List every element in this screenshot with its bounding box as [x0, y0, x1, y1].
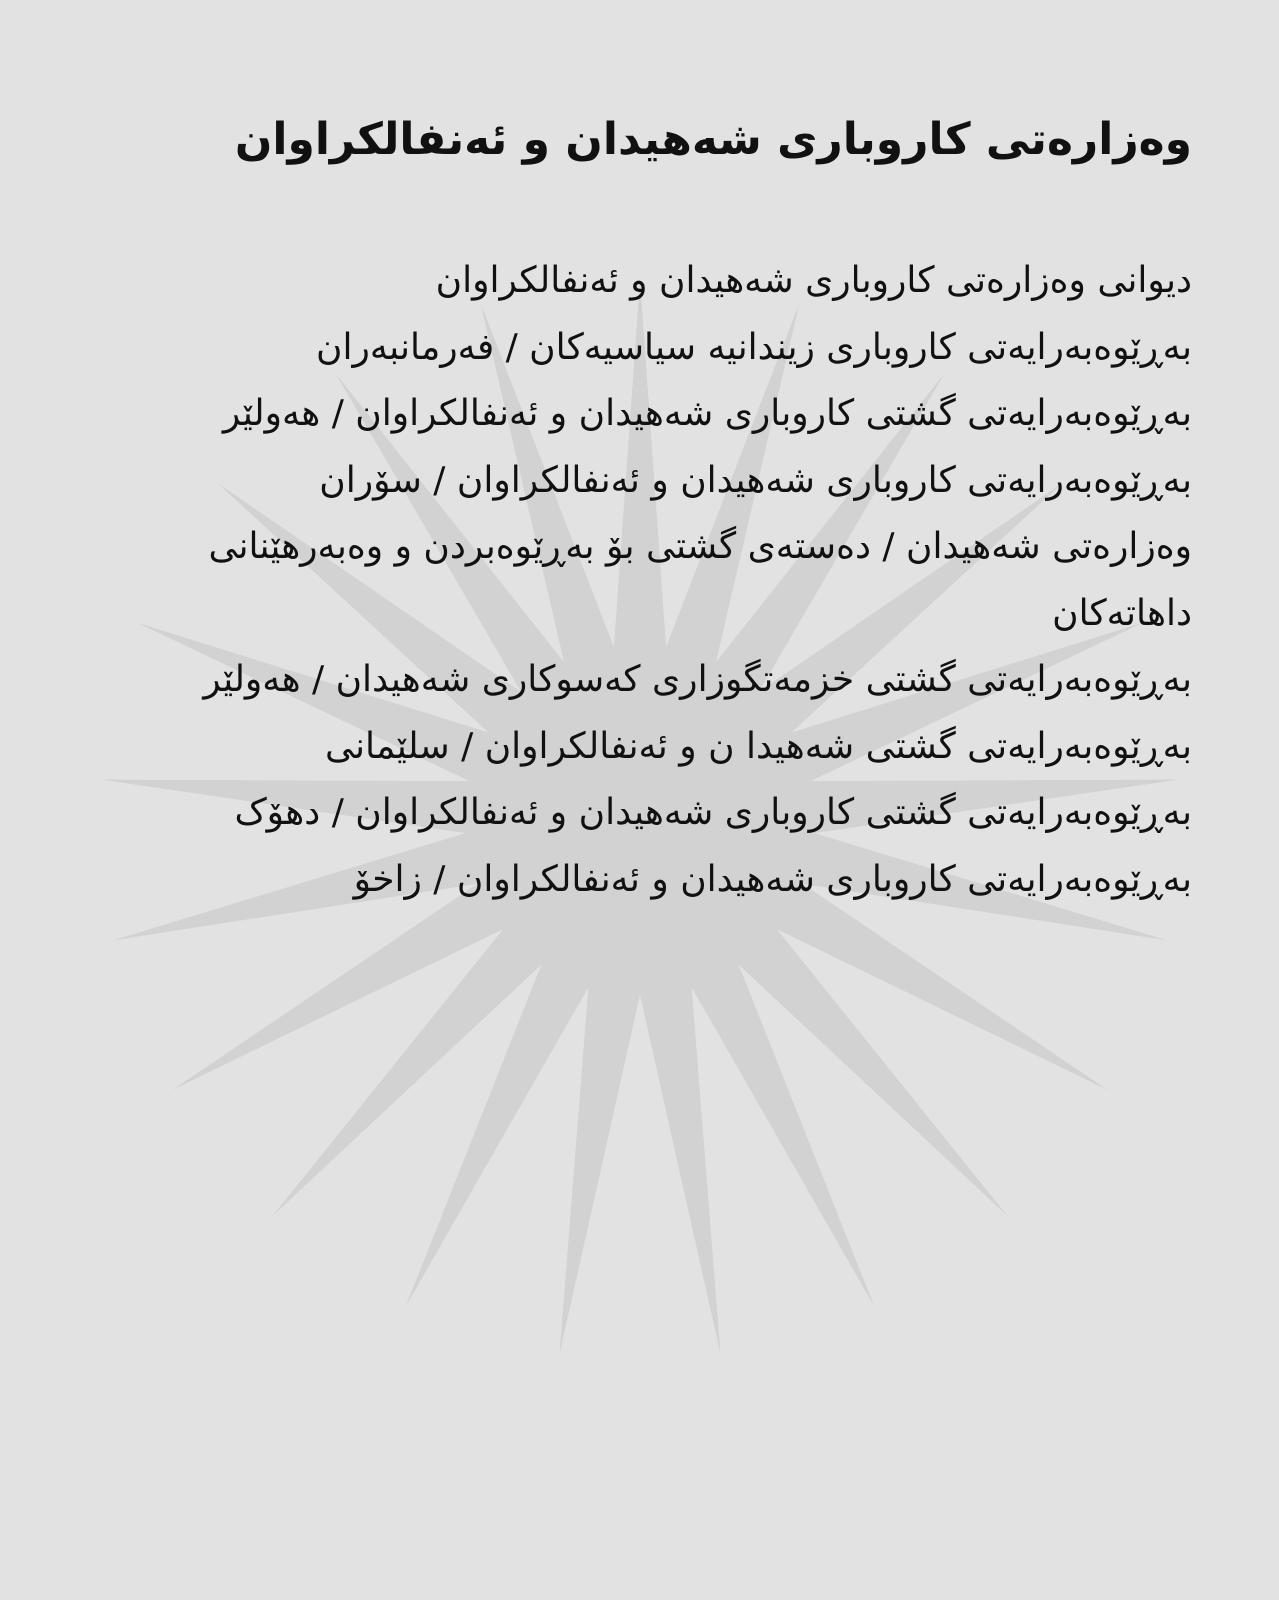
list-item: بەڕێوەبەرایەتی گشتی کاروباری شەهیدان و ئەنفالکراوان / هەولێر [222, 393, 1192, 434]
list-item: بەڕێوەبەرایەتی گشتی خزمەتگوزاری کەسوکاری شەهیدان / هەولێر [203, 659, 1192, 700]
entries-list [130, 248, 1192, 913]
list-item: بەڕێوەبەرایەتی گشتی شەهیدا ن و ئەنفالکراوان / سلێمانی [324, 725, 1192, 767]
page-title: وەزارەتی کاروباری شەهیدان و ئەنفالکراوان [234, 114, 1192, 165]
list-item: بەڕێوەبەرایەتی کاروباری زیندانیە سیاسیەکان / فەرمانبەران [316, 326, 1192, 368]
list-item: بەڕێوەبەرایەتی گشتی کاروباری شەهیدان و ئەنفالکراوان / دهۆک [234, 792, 1192, 833]
list-item: بەڕێوەبەرایەتی کاروباری شەهیدان و ئەنفالکراوان / زاخۆ [353, 858, 1192, 900]
list-item: وەزارەتی شەهیدان / دەستەی گشتی بۆ بەڕێوەبردن و وەبەرهێنانی داهاتەکان [208, 526, 1192, 634]
list-item: بەڕێوەبەرایەتی کاروباری شەهیدان و ئەنفالکراوان / سۆران [319, 459, 1192, 501]
list-item: دیوانی وەزارەتی کاروباری شەهیدان و ئەنفالکراوان [435, 260, 1192, 301]
document-body [130, 100, 1192, 913]
